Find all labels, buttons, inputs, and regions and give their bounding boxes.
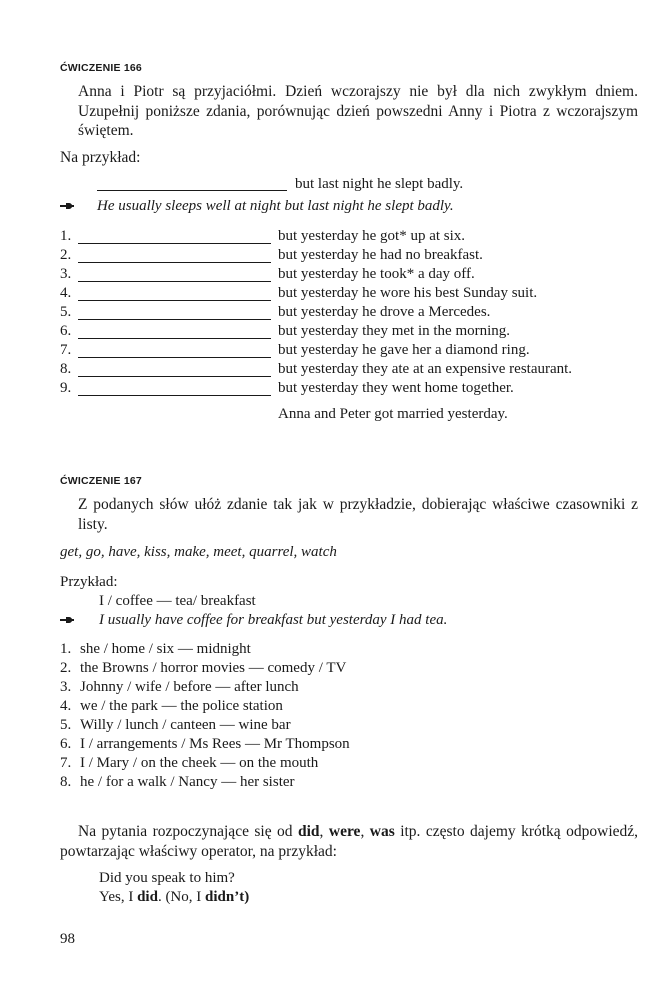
item-number: 4. — [60, 698, 72, 714]
grammar-note — [60, 822, 638, 861]
item-number: 7. — [60, 342, 72, 358]
item-text: but yesterday he took* a day off. — [278, 266, 475, 282]
answer-blank[interactable] — [78, 319, 271, 320]
answer-text: Yes, I — [99, 889, 138, 905]
item-number: 4. — [60, 285, 72, 301]
exercise-166-example-label: Na przykład: — [60, 149, 141, 166]
note-operator-was: was — [369, 823, 395, 840]
note-example-question: Did you speak to him? — [99, 870, 235, 886]
item-text: we / the park — the police station — [80, 698, 283, 714]
item-text: he / for a walk / Nancy — her sister — [80, 774, 295, 790]
item-number: 3. — [60, 679, 72, 695]
item-text: but yesterday they met in the morning. — [278, 323, 511, 339]
answer-negative-operator: didn’t) — [205, 889, 250, 905]
item-number: 3. — [60, 266, 72, 282]
item-text: but yesterday he got* up at six. — [278, 228, 466, 244]
exercise-167-instruction: Z podanych słów ułóż zdanie tak jak w przykładzie, dobierając właściwe czasowniki z listy. — [78, 496, 638, 533]
item-text: but yesterday he gave her a diamond ring. — [278, 342, 530, 358]
note-operator-did: did — [297, 823, 320, 840]
answer-operator: did — [137, 889, 158, 905]
page-number: 98 — [60, 931, 75, 947]
item-text: Willy / lunch / canteen — wine bar — [80, 717, 291, 733]
answer-blank[interactable] — [78, 357, 271, 358]
note-separator: , — [360, 823, 370, 840]
item-number: 1. — [60, 228, 72, 244]
item-number: 2. — [60, 247, 72, 263]
item-text: she / home / six — midnight — [80, 641, 251, 657]
exercise-166-instruction: Anna i Piotr są przyjaciółmi. Dzień wczorajszy nie był dla nich zwykłym dniem. Uzupełnij poniższe zdania, porównując dzień powszedni Anny i Piotra z wczorajszym świętem. — [78, 83, 638, 139]
item-number: 6. — [60, 736, 72, 752]
item-number: 8. — [60, 361, 72, 377]
answer-blank[interactable] — [78, 376, 271, 377]
answer-blank[interactable] — [78, 395, 271, 396]
exercise-166-heading: ĆWICZENIE 166 — [60, 62, 142, 74]
item-text: but yesterday he had no breakfast. — [278, 247, 483, 263]
answer-blank[interactable] — [78, 300, 271, 301]
item-text: I / Mary / on the cheek — on the mouth — [80, 755, 319, 771]
note-text: Na pytania rozpoczynające się od — [78, 823, 298, 840]
exercise-167-example-prompt: I / coffee — tea/ breakfast — [99, 593, 256, 609]
item-number: 2. — [60, 660, 72, 676]
exercise-167-verb-list: get, go, have, kiss, make, meet, quarrel, watch — [60, 544, 337, 560]
item-text: Johnny / wife / before — after lunch — [80, 679, 299, 695]
exercise-167-example-answer: I usually have coffee for breakfast but yesterday I had tea. — [99, 612, 448, 628]
item-text: but yesterday they went home together. — [278, 380, 514, 396]
note-example-answer — [99, 888, 249, 907]
exercise-166-example-answer: He usually sleeps well at night but last night he slept badly. — [97, 198, 454, 214]
exercise-167-example-label: Przykład: — [60, 574, 118, 590]
item-number: 6. — [60, 323, 72, 339]
item-text: but yesterday he drove a Mercedes. — [278, 304, 491, 320]
exercise-167-heading: ĆWICZENIE 167 — [60, 475, 142, 487]
item-number: 8. — [60, 774, 72, 790]
item-number: 9. — [60, 380, 72, 396]
item-text: I / arrangements / Ms Rees — Mr Thompson — [80, 736, 350, 752]
answer-blank[interactable] — [78, 338, 271, 339]
item-text: but yesterday he wore his best Sunday suit. — [278, 285, 538, 301]
pointing-hand-icon — [60, 202, 74, 210]
answer-blank[interactable] — [78, 262, 271, 263]
answer-text: . (No, I — [157, 889, 206, 905]
example-answer-blank[interactable] — [97, 190, 287, 191]
item-number: 5. — [60, 717, 72, 733]
answer-blank[interactable] — [78, 243, 271, 244]
exercise-166-example-prompt: but last night he slept badly. — [295, 176, 464, 192]
item-text: the Browns / horror movies — comedy / TV — [80, 660, 347, 676]
item-number: 5. — [60, 304, 72, 320]
note-text: itp. często dajemy krótką odpowiedź, powtarzając właściwy operator, na przykład: — [60, 823, 639, 860]
note-separator: , — [319, 823, 329, 840]
note-operator-were: were — [328, 823, 361, 840]
answer-blank[interactable] — [78, 281, 271, 282]
pointing-hand-icon — [60, 616, 74, 624]
item-number: 1. — [60, 641, 72, 657]
item-text: but yesterday they ate at an expensive restaurant. — [278, 361, 573, 377]
item-number: 7. — [60, 755, 72, 771]
exercise-166-closing: Anna and Peter got married yesterday. — [278, 406, 508, 422]
